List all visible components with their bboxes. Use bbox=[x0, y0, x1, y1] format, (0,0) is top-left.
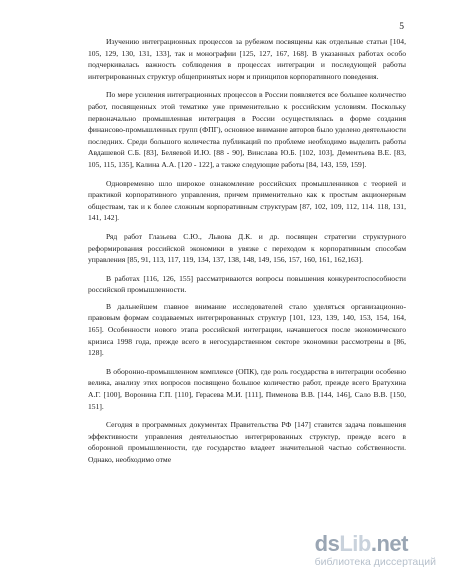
paragraph-3: Одновременно шло широкое ознакомление российских промышленников с теорией и практикой корпоративного управления, причем применительно как к простым акционерным обществам, так и к более сложным корпоративным структурам [87, 102, 109, 112, 114. 118, 131, 141, 142]. bbox=[88, 178, 406, 223]
paragraph-5: В работах [116, 126, 155] рассматриваются вопросы повышения конкурентоспособности российской промышленности. bbox=[88, 273, 406, 295]
paragraph-6: В дальнейшем главное внимание исследователей стало уделяться организационно-правовым формам создаваемых интегрированных структур [101, 123, 139, 140, 153, 154, 164, 165]. Особенности нового этапа российской интеграции, начавшегося после экономического кризиса 1998 года, прежде всего в негосударственном секторе экономики рассмотрены в [86, 128]. bbox=[88, 301, 406, 358]
logo-net: .net bbox=[370, 531, 408, 556]
paragraph-8: Сегодня в программных документах Правительства РФ [147] ставится задача повышения эффективности управления деятельностью интегрированных структур, прежде всего в оборонной промышленности, где государство владеет значительной частью собственности. Однако, необходимо отме bbox=[88, 420, 406, 464]
paragraph-4: Ряд работ Глазьева С.Ю., Львова Д.К. и др. посвящен стратегии структурного реформирования российской экономики в увязке с переходом к корпоративным способам управления [85, 91, 113, 117, 119, 134, 137, 138, 148, 149, 156, 157, 160, 161, 162,163]. bbox=[88, 231, 406, 265]
logo-ds: ds bbox=[314, 531, 340, 556]
paragraph-7: В оборонно-промышленном комплексе (ОПК), где роль государства в интеграции особенно велика, анализу этих вопросов посвящено большое количество работ, прежде всего Братухина А.Г. [100], Воронина Г.П. [110], Гераcева М.И. [111], Пименова В.В. [144, 146], Сало В.В. [150, 151]. bbox=[88, 366, 406, 411]
watermark-logo bbox=[315, 533, 436, 555]
page-number: 5 bbox=[399, 22, 404, 32]
paragraph-1: Изучению интеграционных процессов за рубежом посвящены как отдельные статьи [104, 105, 129, 130, 131, 133], так и монографии [125, 127, 167, 168]. В указанных работах особо подчеркивалась важность соблюдения в процессах интеграции и последующей работы интегрированных структур общепринятых норм и принципов корпоративного поведения. bbox=[88, 37, 406, 81]
watermark-subtitle: библиотека диссертаций bbox=[314, 556, 436, 568]
body-text bbox=[88, 36, 406, 473]
dslib-watermark bbox=[315, 533, 436, 568]
paragraph-2: По мере усиления интеграционных процессов в России появляется все большее количество работ, посвященных этой тематике уже применительно к российским условиям. Поскольку первоначально промышленная интеграция в России осуществлялась в форме создания финансово-промышленных групп (ФПГ), основное внимание авторов было уделено деятельности последних. Среди большого количества публикаций по проблеме необходимо выделить работы Авдашевой С.Б. [83], Беляевой И.Ю. [88 - 90], Винслава Ю.Б. [102, 103], Дементьева В.Е. [83, 105, 115, 135], Калина А.А. [120 - 122], а также следующие работы [84, 143, 159, 159]. bbox=[88, 90, 406, 169]
logo-lib: Lib bbox=[339, 531, 371, 556]
